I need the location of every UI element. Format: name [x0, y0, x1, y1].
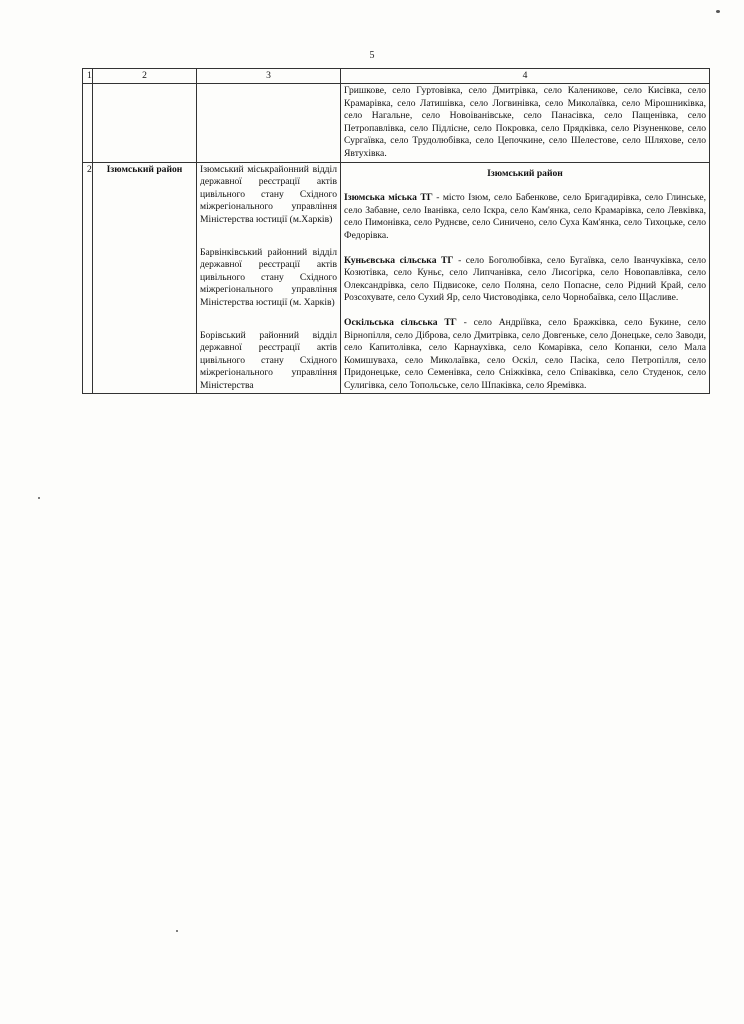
office-cell: [197, 84, 341, 163]
community-name: Ізюмська міська ТГ: [344, 192, 433, 204]
row-number-cell: [83, 84, 93, 163]
community-entry: [344, 255, 706, 305]
header-col-2: 2: [93, 69, 197, 84]
registry-office: Ізюмський міськрайонний відділ державної реєстрації актів цивільного стану Східного міжрегіонального управління Міністерства юстиції (м.Харків): [200, 163, 337, 225]
community-name: Куньєвська сільська ТГ: [344, 254, 454, 266]
district-cell: [93, 84, 197, 163]
community-settlements: - місто Ізюм, село Бабенкове, село Бригадирівка, село Глинське, село Забавне, село Іванівка, село Іскра, село Кам'янка, село Крамарівка, село Левківка, село Пимонівка, село Руднєве, село Синичено, село Суха Кам'янка, село Тихоцьке, село Федорівка.: [344, 192, 706, 241]
community-entry: [344, 317, 706, 393]
header-col-4: 4: [341, 69, 710, 84]
table-header-row: [83, 69, 710, 84]
table-row-continued: [83, 84, 710, 163]
communities-cell: [341, 162, 710, 394]
registry-office: Барвінківський районний відділ державної реєстрації актів цивільного стану Східного міжрегіонального управління Міністерства юстиції (м. Харків): [200, 246, 337, 308]
district-heading: Ізюмський район: [487, 167, 563, 179]
registry-office: Борівський районний відділ державної реєстрації актів цивільного стану Східного міжрегіонального управління Міністерства: [200, 329, 337, 391]
district-name-cell: Ізюмський район: [93, 162, 197, 394]
page-number: 5: [369, 50, 375, 61]
community-settlements: - село Андріївка, село Бражківка, село Букине, село Вірнопілля, село Діброва, село Дмитрівка, село Довгеньке, село Донецьке, село Заводи, село Капитолівка, село Карнаухівка, село Комарівка, село Копанки, село Мала Комишуваха, село Миколаївка, село Оскіл, село Пасіка, село Петропілля, село Придонецьке, село Семенівка, село Сніжківка, село Співаківка, село Студенок, село Сулигівка, село Топольське, село Шпаківка, село Яремівка.: [344, 316, 706, 391]
table-row-izium: [83, 162, 710, 394]
community-entry: [344, 192, 706, 242]
header-col-3: 3: [197, 69, 341, 84]
scan-speck: [716, 10, 720, 13]
registry-offices-cell: [197, 162, 341, 394]
districts-table: [82, 68, 710, 394]
row-number-cell: 2: [83, 162, 93, 394]
scan-speck: [38, 497, 40, 499]
community-name: Оскільська сільська ТГ: [344, 316, 457, 328]
settlements-cell: Гришкове, село Гуртовівка, село Дмитрівка, село Каленикове, село Кисівка, село Крамарівка, село Латишівка, село Логвинівка, село Миколаївка, село Мірошниківка, село Нагальне, село Новоіванівське, село Панасівка, село Пащенівка, село Петропавлівка, село Підлісне, село Покровка, село Прядківка, село Різуненкове, село Сургаївка, село Трудолюбівка, село Цепочкине, село Шелестове, село Шляхове, село Явтухівка.: [341, 84, 710, 163]
header-col-1: 1: [83, 69, 93, 84]
community-settlements: - село Боголюбівка, село Бугаївка, село Іванчуківка, село Козютівка, село Куньє, село Липчанівка, село Лисогірка, село Новопавлівка, село Олександрівка, село Підвисоке, село Поляна, село Попасне, село Рідний Край, село Розсохувате, село Сухий Яр, село Чистоводівка, село Чорнобаївка, село Щасливе.: [344, 254, 706, 304]
scan-speck: [176, 930, 178, 932]
